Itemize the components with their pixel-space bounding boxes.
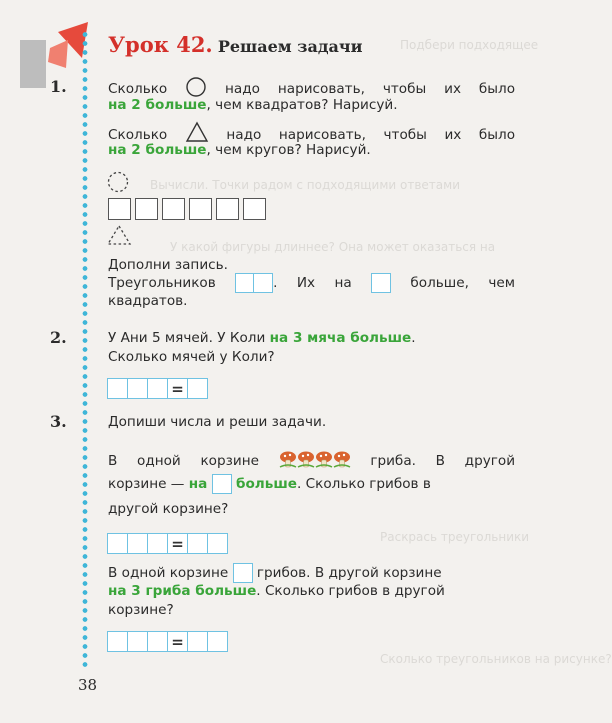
mushroom-icon — [297, 450, 315, 468]
answer-cell[interactable] — [187, 533, 208, 554]
lesson-topic: Решаем задачи — [217, 37, 363, 56]
task2-line-1: У Ани 5 мячей. У Коли на 3 мяча больше. — [108, 330, 416, 346]
task1-paragraph-1: Сколько надо нарисовать, чтобы их было — [108, 76, 515, 99]
mushroom-group — [279, 450, 351, 471]
equals-sign: = — [167, 378, 188, 399]
mushroom-icon — [333, 450, 351, 468]
task3b-line-2: на 3 гриба больше. Сколько грибов в другой — [108, 583, 445, 599]
squares-row — [108, 198, 270, 220]
triangle-icon — [185, 121, 209, 143]
fill-line-1: Треугольников . Их на больше, чем — [108, 275, 515, 291]
answer-cell[interactable] — [127, 631, 148, 652]
mushroom-icon — [315, 450, 333, 468]
task1-paragraph-2: Сколько надо нарисовать, чтобы их было — [108, 121, 515, 145]
answer-cell[interactable] — [207, 533, 228, 554]
circle-icon — [185, 76, 207, 98]
task2-answer-row — [108, 378, 208, 399]
square-shape — [162, 198, 185, 220]
page-number: 38 — [78, 676, 98, 694]
answer-cell[interactable] — [187, 631, 208, 652]
answer-cell[interactable] — [107, 533, 128, 554]
task3a-line-1: В одной корзине гриба. В другой — [108, 450, 515, 471]
bleed-through-text: Раскрась треугольники — [380, 530, 530, 544]
task1-paragraph-2-line2: на 2 больше, чем кругов? Нарисуй. — [108, 142, 371, 158]
square-shape — [135, 198, 158, 220]
task3b-answer-row — [108, 631, 228, 652]
lesson-header — [108, 32, 362, 57]
mushrooms-count-box[interactable] — [233, 563, 253, 583]
dashed-circle-icon — [106, 170, 132, 194]
task1-paragraph-1-line2: на 2 больше, чем квадратов? Нарисуй. — [108, 97, 398, 113]
fill-intro: Дополни запись. — [108, 257, 228, 273]
task2-line-2: Сколько мячей у Коли? — [108, 349, 275, 365]
task3b-line-1: В одной корзине грибов. В другой корзине — [108, 565, 442, 581]
answer-cell[interactable] — [107, 631, 128, 652]
answer-cell[interactable] — [147, 378, 168, 399]
task-number: 3. — [50, 412, 67, 431]
task-number: 1. — [50, 77, 67, 96]
answer-cell[interactable] — [207, 631, 228, 652]
square-shape — [189, 198, 212, 220]
mushroom-icon — [279, 450, 297, 468]
fill-line-2: квадратов. — [108, 293, 188, 309]
margin-dotted-line — [82, 30, 88, 670]
bleed-through-text: Сколько треугольников на рисунке? — [380, 652, 612, 666]
task3a-line-3: другой корзине? — [108, 501, 229, 517]
answer-cell[interactable] — [127, 378, 148, 399]
bleed-through-text: У какой фигуры длиннее? Она может оказаться на — [170, 240, 496, 254]
bleed-through-text: Подбери подходящее — [400, 38, 539, 52]
lesson-number: Урок 42. — [108, 32, 213, 57]
answer-cell[interactable] — [147, 631, 168, 652]
task3b-line-3: корзине? — [108, 602, 174, 618]
square-shape — [243, 198, 266, 220]
answer-cell[interactable] — [147, 533, 168, 554]
square-shape — [108, 198, 131, 220]
triangles-count-box[interactable] — [235, 273, 273, 293]
difference-box[interactable] — [371, 273, 391, 293]
task3a-answer-row — [108, 533, 228, 554]
answer-cell[interactable] — [187, 378, 208, 399]
equals-sign: = — [167, 533, 188, 554]
square-shape — [216, 198, 239, 220]
equals-sign: = — [167, 631, 188, 652]
dashed-triangle-icon — [106, 224, 134, 246]
difference-box[interactable] — [212, 474, 232, 494]
task3-intro: Допиши числа и реши задачи. — [108, 414, 327, 430]
answer-cell[interactable] — [127, 533, 148, 554]
task3a-line-2: корзине — на больше. Сколько грибов в — [108, 476, 431, 492]
task-number: 2. — [50, 328, 67, 347]
answer-cell[interactable] — [107, 378, 128, 399]
bleed-through-text: Вычисли. Точки радом с подходящими ответами — [150, 178, 460, 192]
